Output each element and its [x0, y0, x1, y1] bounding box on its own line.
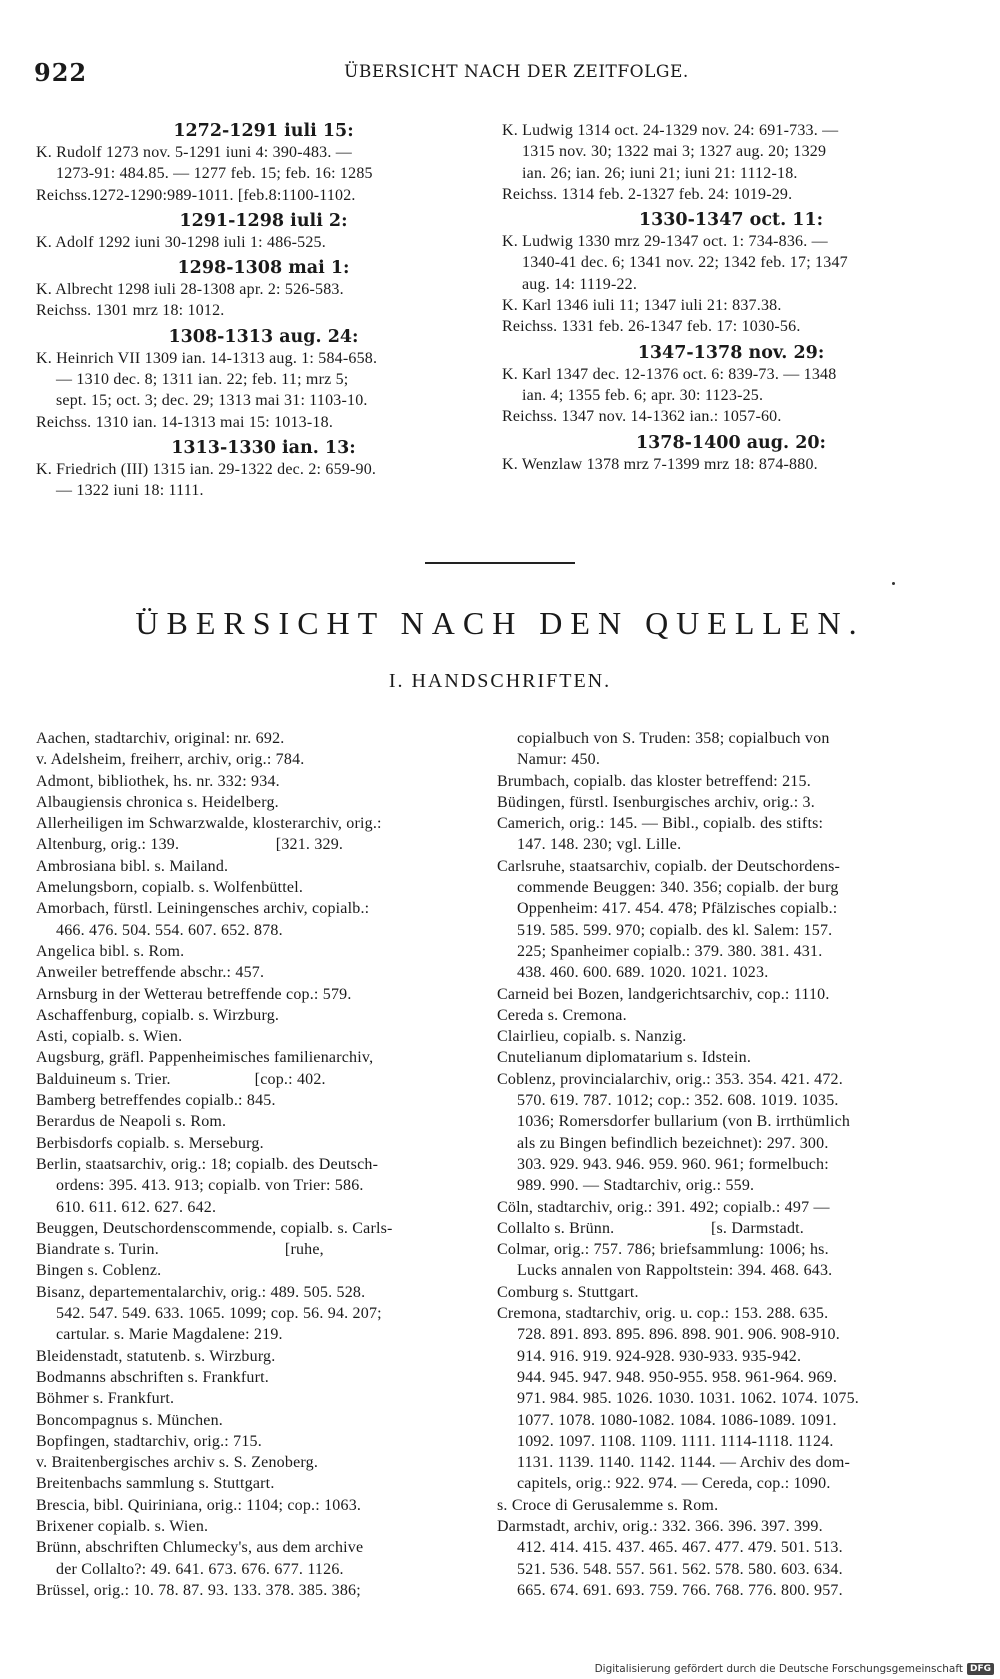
entry-line: K. Heinrich VII 1309 ian. 14-1313 aug. 1: 584-658.	[36, 349, 378, 367]
entry-continuation-line: — 1310 dec. 8; 1311 ian. 22; feb. 11; mrz 5;	[56, 371, 349, 389]
zeitfolge-left-column	[36, 120, 491, 502]
entry-continuation-line: 225; Spanheimer copialb.: 379. 380. 381. 431.	[517, 942, 823, 960]
entry-line: Allerheiligen im Schwarzwalde, klosterarchiv, orig.:	[36, 815, 382, 833]
entry-line: Böhmer s. Frankfurt.	[36, 1390, 175, 1408]
entry-line: Biandrate s. Turin. [ruhe,	[36, 1241, 324, 1259]
entry-continuation-line: ordens: 395. 413. 913; copialb. von Trier: 586.	[56, 1177, 364, 1195]
entry-line: Reichss. 1310 ian. 14-1313 mai 15: 1013-18.	[36, 413, 334, 431]
entry-line: Angelica bibl. s. Rom.	[36, 942, 185, 960]
entry-continuation-line: capitels, orig.: 922. 974. — Cereda, cop.: 1090.	[517, 1475, 831, 1493]
entry-line: Cereda s. Cremona.	[497, 1006, 627, 1024]
entry-line: v. Braitenbergisches archiv s. S. Zenoberg.	[36, 1454, 319, 1472]
entry-line: Büdingen, fürstl. Isenburgisches archiv, orig.: 3.	[497, 793, 815, 811]
period-heading: 1313-1330 ian. 13:	[171, 437, 356, 458]
entry-continuation-line: 971. 984. 985. 1026. 1030. 1031. 1062. 1074. 1075.	[517, 1390, 859, 1408]
entry-line: Beuggen, Deutschordenscommende, copialb. s. Carls-	[36, 1219, 393, 1237]
section-title: ÜBERSICHT NACH DEN QUELLEN.	[135, 605, 865, 641]
entry-continuation-line: 570. 619. 787. 1012; cop.: 352. 608. 1019. 1035.	[517, 1092, 839, 1110]
entry-line: Brüssel, orig.: 10. 78. 87. 93. 133. 378. 385. 386;	[36, 1581, 361, 1599]
entry-continuation-line: Lucks annalen von Rappoltstein: 394. 468. 643.	[517, 1262, 833, 1280]
entry-continuation-line: ian. 26; ian. 26; iuni 21; iuni 21: 1112-18.	[522, 164, 798, 182]
entry-line: Albaugiensis chronica s. Heidelberg.	[36, 793, 279, 811]
entry-line: K. Karl 1347 dec. 12-1376 oct. 6: 839-73. — 1348	[502, 365, 837, 383]
section-divider	[425, 562, 575, 564]
entry-continuation-line: 519. 585. 599. 970; copialb. des kl. Salem: 157.	[517, 921, 833, 939]
running-title: ÜBERSICHT NACH DER ZEITFOLGE.	[344, 62, 689, 82]
entry-line: K. Adolf 1292 iuni 30-1298 iuli 1: 486-525.	[36, 233, 326, 251]
entry-line: Boncompagnus s. München.	[36, 1411, 224, 1429]
footer-credit	[595, 1663, 994, 1675]
entry-line: Admont, bibliothek, hs. nr. 332: 934.	[36, 772, 280, 790]
period-heading: 1347-1378 nov. 29:	[637, 342, 825, 363]
entry-continuation-line: der Collalto?: 49. 641. 673. 676. 677. 1126.	[56, 1560, 344, 1578]
entry-continuation-line: 466. 476. 504. 554. 607. 652. 878.	[56, 921, 283, 939]
page-number: 922	[34, 58, 88, 87]
entry-line: K. Karl 1346 iuli 11; 1347 iuli 21: 837.38.	[502, 297, 782, 315]
entry-continuation-line: 1036; Romersdorfer bullarium (von B. irrthümlich	[517, 1113, 851, 1131]
entry-continuation-line: 665. 674. 691. 693. 759. 766. 768. 776. 800. 957.	[517, 1581, 843, 1599]
entry-line: Colmar, orig.: 757. 786; briefsammlung: 1006; hs.	[497, 1241, 829, 1259]
entry-continuation-line: 1340-41 dec. 6; 1341 nov. 22; 1342 feb. 17; 1347	[522, 254, 848, 272]
footer-text: Digitalisierung gefördert durch die Deutsche Forschungsgemeinschaft	[594, 1663, 963, 1675]
entry-continuation-line: 989. 990. — Stadtarchiv, orig.: 559.	[517, 1177, 755, 1195]
entry-line: Augsburg, gräfl. Pappenheimisches familienarchiv,	[36, 1049, 374, 1067]
entry-line: Cöln, stadtarchiv, orig.: 391. 492; copialb.: 497 —	[497, 1198, 830, 1216]
page-header	[34, 58, 994, 88]
entry-line: Carneid bei Bozen, landgerichtsarchiv, cop.: 1110.	[497, 985, 830, 1003]
entry-line: K. Ludwig 1314 oct. 24-1329 nov. 24: 691-733. —	[502, 122, 839, 139]
entry-line: Darmstadt, archiv, orig.: 332. 366. 396. 397. 399.	[497, 1517, 823, 1535]
entry-line: Bamberg betreffendes copialb.: 845.	[36, 1092, 276, 1110]
entry-line: Amorbach, fürstl. Leiningensches archiv, copialb.:	[36, 900, 370, 918]
entry-line: Bingen s. Coblenz.	[36, 1262, 162, 1280]
entry-continuation-line: 303. 929. 943. 946. 959. 960. 961; formelbuch:	[517, 1155, 829, 1173]
entry-continuation-line: 147. 148. 230; vgl. Lille.	[517, 836, 682, 854]
entry-line: Berardus de Neapoli s. Rom.	[36, 1113, 227, 1131]
entry-continuation-line: 412. 414. 415. 437. 465. 467. 477. 479. 501. 513.	[517, 1539, 843, 1557]
entry-line: Reichss. 1314 feb. 2-1327 feb. 24: 1019-29.	[502, 185, 793, 203]
entry-line: Carlsruhe, staatsarchiv, copialb. der Deutschordens-	[497, 857, 841, 875]
section-subtitle: I. HANDSCHRIFTEN.	[388, 670, 612, 692]
entry-line: Cremona, stadtarchiv, orig. u. cop.: 153. 288. 635.	[497, 1305, 829, 1323]
entry-line: K. Rudolf 1273 nov. 5-1291 iuni 4: 390-483. —	[36, 144, 352, 161]
entry-line: Reichss.1272-1290:989-1011. [feb.8:1100-1102.	[36, 186, 356, 204]
entry-line: Brixener copialb. s. Wien.	[36, 1517, 209, 1535]
entry-continuation-line: Namur: 450.	[517, 751, 601, 769]
entry-continuation-line: sept. 15; oct. 3; dec. 29; 1313 mai 31: 1103-10.	[56, 392, 368, 410]
period-heading: 1298-1308 mai 1:	[177, 258, 350, 279]
entry-continuation-line: Oppenheim: 417. 454. 478; Pfälzisches copialb.:	[517, 900, 838, 918]
entry-line: Anweiler betreffende abschr.: 457.	[36, 964, 265, 982]
entry-line: Aschaffenburg, copialb. s. Wirzburg.	[36, 1006, 280, 1024]
entry-continuation-line: copialbuch von S. Truden: 358; copialbuch von	[517, 730, 830, 747]
entry-line: K. Albrecht 1298 iuli 28-1308 apr. 2: 526-583.	[36, 281, 344, 299]
entry-line: Bodmanns abschriften s. Frankfurt.	[36, 1368, 269, 1386]
entry-line: Brünn, abschriften Chlumecky's, aus dem archive	[36, 1539, 364, 1557]
quellen-right-column	[497, 728, 960, 1601]
entry-line: Bopfingen, stadtarchiv, orig.: 715.	[36, 1432, 262, 1450]
entry-continuation-line: 1273-91: 484.85. — 1277 feb. 15; feb. 16: 1285	[56, 165, 373, 183]
entry-line: Brumbach, copialb. das kloster betreffend: 215.	[497, 772, 811, 790]
entry-continuation-line: commende Beuggen: 340. 356; copialb. der burg	[517, 879, 839, 897]
entry-continuation-line: 1092. 1097. 1108. 1109. 1111. 1114-1118. 1124.	[517, 1432, 834, 1450]
period-heading: 1272-1291 iuli 15:	[173, 121, 354, 141]
entry-continuation-line: 1131. 1139. 1140. 1142. 1144. — Archiv des dom-	[517, 1454, 851, 1472]
entry-line: Berlin, staatsarchiv, orig.: 18; copialb. des Deutsch-	[36, 1155, 379, 1173]
entry-continuation-line: 728. 891. 893. 895. 896. 898. 901. 906. 908-910.	[517, 1326, 840, 1344]
period-heading: 1291-1298 iuli 2:	[179, 210, 348, 231]
entry-continuation-line: als zu Bingen befindlich bezeichnet): 297. 300.	[517, 1134, 829, 1152]
entry-line: Camerich, orig.: 145. — Bibl., copialb. des stifts:	[497, 815, 824, 833]
entry-line: Berbisdorfs copialb. s. Merseburg.	[36, 1134, 264, 1152]
entry-continuation-line: 542. 547. 549. 633. 1065. 1099; cop. 56. 94. 207;	[56, 1305, 382, 1323]
ink-speck	[892, 582, 895, 585]
entry-line: Aachen, stadtarchiv, original: nr. 692.	[36, 730, 285, 747]
entry-continuation-line: — 1322 iuni 18: 1111.	[56, 482, 204, 500]
entry-line: Ambrosiana bibl. s. Mailand.	[36, 857, 229, 875]
entry-line: Arnsburg in der Wetterau betreffende cop.: 579.	[36, 985, 352, 1003]
entry-line: Reichss. 1301 mrz 18: 1012.	[36, 302, 225, 320]
entry-line: Breitenbachs sammlung s. Stuttgart.	[36, 1475, 275, 1493]
entry-line: Brescia, bibl. Quiriniana, orig.: 1104; cop.: 1063.	[36, 1496, 362, 1514]
entry-continuation-line: aug. 14: 1119-22.	[522, 275, 638, 293]
period-heading: 1378-1400 aug. 20:	[635, 432, 827, 453]
entry-continuation-line: 1077. 1078. 1080-1082. 1084. 1086-1089. 1091.	[517, 1411, 837, 1429]
entry-continuation-line: 1315 nov. 30; 1322 mai 3; 1327 aug. 20; 1329	[522, 143, 827, 161]
entry-line: Comburg s. Stuttgart.	[497, 1283, 639, 1301]
entry-continuation-line: 610. 611. 612. 627. 642.	[56, 1198, 217, 1216]
entry-line: K. Friedrich (III) 1315 ian. 29-1322 dec. 2: 659-90.	[36, 460, 377, 478]
entry-line: s. Croce di Gerusalemme s. Rom.	[497, 1496, 719, 1514]
period-heading: 1330-1347 oct. 11:	[638, 210, 824, 231]
entry-line: Bleidenstadt, statutenb. s. Wirzburg.	[36, 1347, 276, 1365]
quellen-left-column	[36, 728, 495, 1601]
entry-continuation-line: cartular. s. Marie Magdalene: 219.	[56, 1326, 283, 1344]
entry-line: v. Adelsheim, freiherr, archiv, orig.: 784.	[36, 751, 305, 769]
entry-line: K. Ludwig 1330 mrz 29-1347 oct. 1: 734-836. —	[502, 233, 828, 251]
entry-line: Coblenz, provincialarchiv, orig.: 353. 354. 421. 472.	[497, 1070, 843, 1088]
entry-continuation-line: 944. 945. 947. 948. 950-955. 958. 961-964. 969.	[517, 1368, 838, 1386]
entry-continuation-line: 521. 536. 548. 557. 561. 562. 578. 580. 603. 634.	[517, 1560, 843, 1578]
dfg-logo: DFG	[967, 1663, 994, 1675]
entry-line: K. Wenzlaw 1378 mrz 7-1399 mrz 18: 874-880.	[502, 455, 818, 473]
entry-continuation-line: 914. 916. 919. 924-928. 930-933. 935-942.	[517, 1347, 802, 1365]
entry-line: Reichss. 1331 feb. 26-1347 feb. 17: 1030-56.	[502, 318, 801, 336]
entry-line: Altenburg, orig.: 139. [321. 329.	[36, 836, 344, 854]
entry-line: Bisanz, departementalarchiv, orig.: 489. 505. 528.	[36, 1283, 366, 1301]
entry-line: Reichss. 1347 nov. 14-1362 ian.: 1057-60.	[502, 408, 782, 426]
entry-line: Amelungsborn, copialb. s. Wolfenbüttel.	[36, 879, 304, 897]
entry-line: Asti, copialb. s. Wien.	[36, 1028, 183, 1046]
entry-line: Balduineum s. Trier. [cop.: 402.	[36, 1070, 326, 1088]
entry-line: Clairlieu, copialb. s. Nanzig.	[497, 1028, 687, 1046]
entry-line: Collalto s. Brünn. [s. Darmstadt.	[497, 1219, 804, 1237]
entry-continuation-line: 438. 460. 600. 689. 1020. 1021. 1023.	[517, 964, 769, 982]
period-heading: 1308-1313 aug. 24:	[168, 326, 359, 347]
entry-continuation-line: ian. 4; 1355 feb. 6; apr. 30: 1123-25.	[522, 386, 764, 404]
entry-line: Cnutelianum diplomatarium s. Idstein.	[497, 1049, 752, 1067]
zeitfolge-right-column	[502, 120, 960, 475]
